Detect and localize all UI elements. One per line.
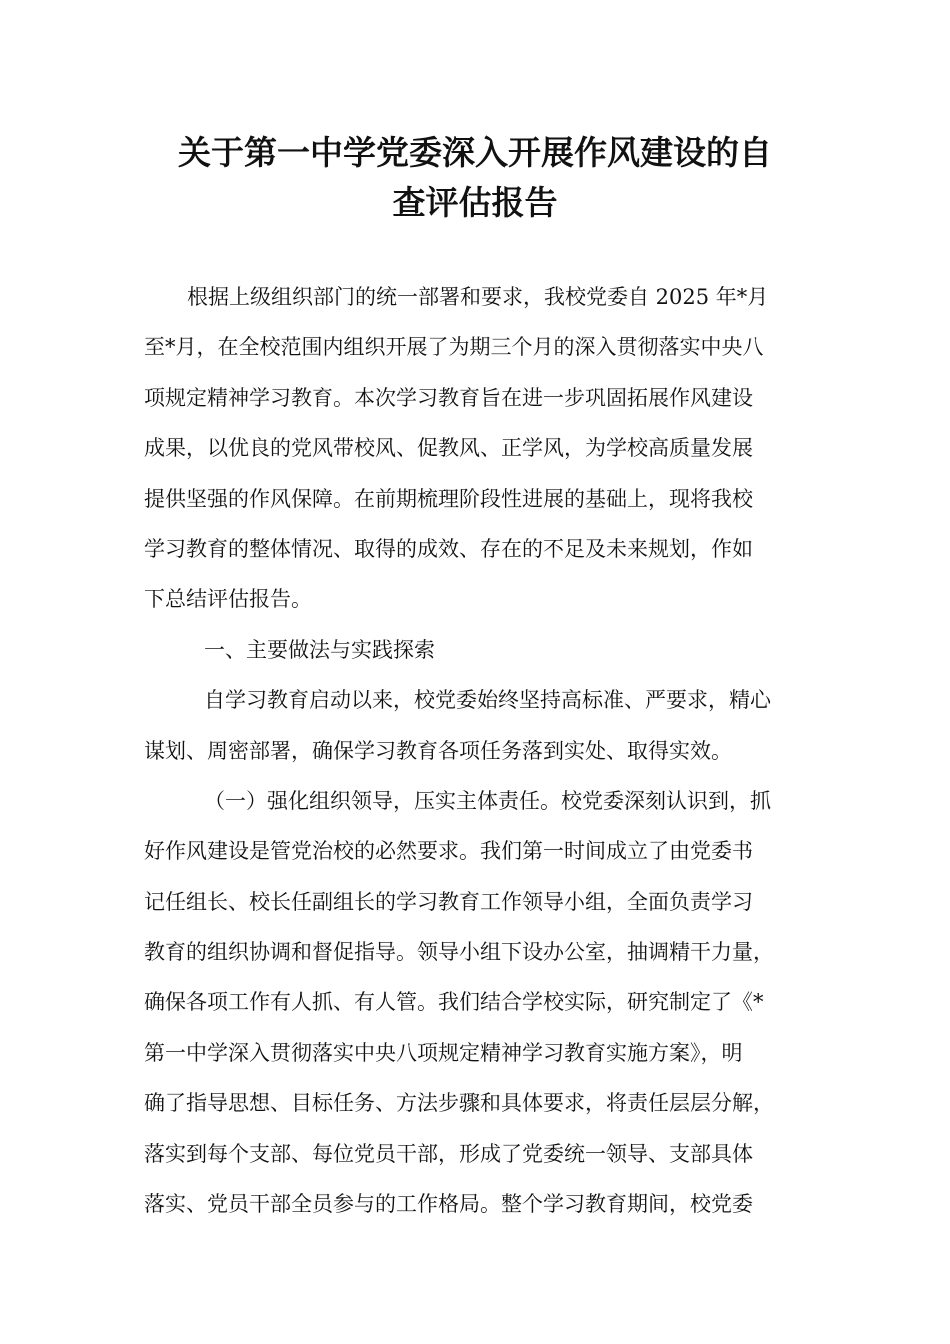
body-line-7: 下总结评估报告。 <box>144 587 312 612</box>
body-line-4: 成果，以优良的党风带校风、促教风、正学风，为学校高质量发展 <box>144 436 753 461</box>
body-line-18: 落实到每个支部、每位党员干部，形成了党委统一领导、支部具体 <box>144 1141 753 1166</box>
body-line-2: 至*月，在全校范围内组织开展了为期三个月的深入贯彻落实中央八 <box>144 335 764 360</box>
title-line-2: 查评估报告 <box>392 183 558 222</box>
body-line-19: 落实、党员干部全员参与的工作格局。整个学习教育期间，校党委 <box>144 1192 753 1217</box>
document-body <box>144 272 812 1229</box>
body-line-15: 确保各项工作有人抓、有人管。我们结合学校实际，研究制定了《* <box>144 990 764 1015</box>
body-line-10: 谋划、周密部署，确保学习教育各项任务落到实处、取得实效。 <box>144 738 732 763</box>
body-line-17: 确了指导思想、目标任务、方法步骤和具体要求，将责任层层分解， <box>144 1091 774 1116</box>
body-line-14: 教育的组织协调和督促指导。领导小组下设办公室，抽调精干力量， <box>144 940 774 965</box>
body-line-1: 根据上级组织部门的统一部署和要求，我校党委自 2025 年*月 <box>187 285 769 309</box>
body-line-11: （一）强化组织领导，压实主体责任。校党委深刻认识到，抓 <box>204 788 771 813</box>
title-line-1: 关于第一中学党委深入开展作风建设的自 <box>178 133 772 172</box>
body-line-5: 提供坚强的作风保障。在前期梳理阶段性进展的基础上，现将我校 <box>144 486 753 511</box>
body-line-13: 记任组长、校长任副组长的学习教育工作领导小组，全面负责学习 <box>144 889 753 914</box>
section-heading-1: 一、主要做法与实践探索 <box>204 637 435 662</box>
body-line-9: 自学习教育启动以来，校党委始终坚持高标准、严要求，精心 <box>204 688 771 713</box>
body-line-3: 项规定精神学习教育。本次学习教育旨在进一步巩固拓展作风建设 <box>144 385 753 410</box>
body-line-12: 好作风建设是管党治校的必然要求。我们第一时间成立了由党委书 <box>144 839 753 864</box>
body-line-6: 学习教育的整体情况、取得的成效、存在的不足及未来规划，作如 <box>144 536 753 561</box>
body-line-16: 第一中学深入贯彻落实中央八项规定精神学习教育实施方案》，明 <box>144 1040 743 1065</box>
document-title <box>120 128 830 228</box>
